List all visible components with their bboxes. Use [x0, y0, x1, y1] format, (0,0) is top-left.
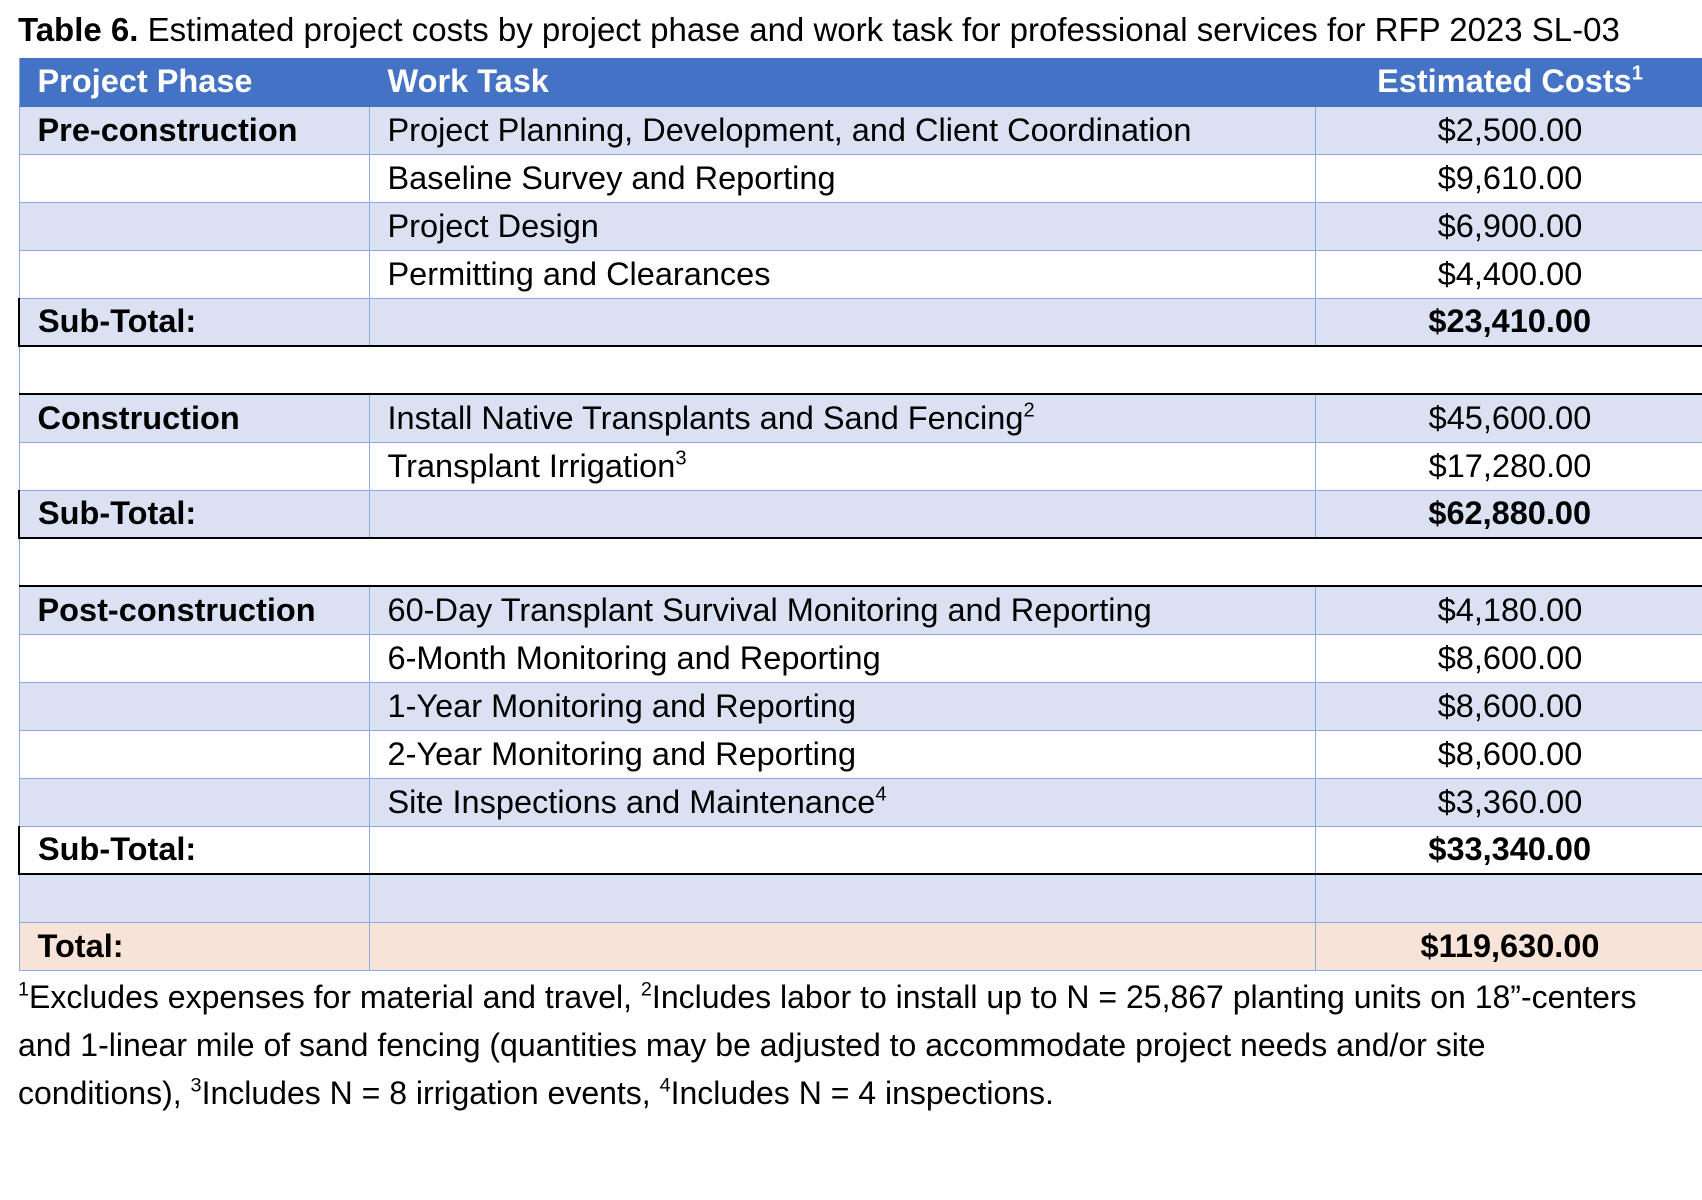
caption-text: Estimated project costs by project phase and work task for professional services for RFP 2023 SL-03 — [138, 11, 1620, 48]
cost-cell: $8,600.00 — [1315, 634, 1702, 682]
table-row — [19, 154, 1702, 202]
phase-label: Construction — [19, 394, 369, 442]
footnote-marker: 1 — [18, 978, 30, 1001]
footnote-marker: 2 — [640, 978, 652, 1001]
subtotal-empty-cell — [369, 490, 1315, 538]
table-header-row — [19, 58, 1702, 106]
footnote-marker: 4 — [659, 1074, 671, 1097]
phase-label: Post-construction — [19, 586, 369, 634]
work-task-text: Transplant Irrigation — [387, 447, 676, 484]
phase-cell — [19, 154, 369, 202]
subtotal-row — [19, 298, 1702, 346]
cost-cell: $2,500.00 — [1315, 106, 1702, 154]
table-row — [19, 682, 1702, 730]
phase-label: Pre-construction — [19, 106, 369, 154]
spacer-cell — [19, 874, 369, 922]
subtotal-label: Sub-Total: — [19, 490, 369, 538]
cost-cell: $8,600.00 — [1315, 730, 1702, 778]
cost-cell: $3,360.00 — [1315, 778, 1702, 826]
work-task-cell: Project Planning, Development, and Client Coordination — [369, 106, 1315, 154]
table-caption — [18, 6, 1658, 54]
subtotal-row — [19, 490, 1702, 538]
spacer-cell — [19, 346, 1702, 394]
work-task-cell: 2-Year Monitoring and Reporting — [369, 730, 1315, 778]
caption-label: Table 6. — [18, 11, 139, 48]
footnote-marker: 3 — [675, 447, 687, 470]
table-row — [19, 586, 1702, 634]
total-empty-cell — [369, 922, 1315, 970]
spacer-row — [19, 346, 1702, 394]
cost-table — [18, 58, 1702, 971]
subtotal-value: $23,410.00 — [1315, 298, 1702, 346]
footnote-marker: 3 — [190, 1074, 202, 1097]
work-task-cell: 6-Month Monitoring and Reporting — [369, 634, 1315, 682]
work-task-text: Install Native Transplants and Sand Fencing — [387, 399, 1024, 436]
footnote-text: Includes N = 8 irrigation events, — [201, 1074, 660, 1111]
work-task-cell: Project Design — [369, 202, 1315, 250]
phase-cell — [19, 778, 369, 826]
work-task-cell — [369, 394, 1315, 442]
phase-cell — [19, 682, 369, 730]
subtotal-empty-cell — [369, 298, 1315, 346]
work-task-cell: Permitting and Clearances — [369, 250, 1315, 298]
footnote-marker: 2 — [1023, 399, 1035, 422]
footnote-marker: 1 — [1631, 62, 1643, 85]
work-task-cell: Baseline Survey and Reporting — [369, 154, 1315, 202]
table-row — [19, 778, 1702, 826]
cost-cell: $8,600.00 — [1315, 682, 1702, 730]
cost-cell: $9,610.00 — [1315, 154, 1702, 202]
subtotal-value: $62,880.00 — [1315, 490, 1702, 538]
subtotal-row — [19, 826, 1702, 874]
header-estimated-costs-label: Estimated Costs — [1377, 63, 1632, 100]
work-task-text: Site Inspections and Maintenance — [387, 783, 876, 820]
phase-cell — [19, 634, 369, 682]
cost-cell: $4,400.00 — [1315, 250, 1702, 298]
footnote-text: Includes labor to install up to N = 25,867 planting units on 18”-centers and 1-linear mile of sand fencing (quantities may be adjusted to accommodate project needs and/or site conditions), — [18, 978, 1637, 1111]
cost-cell: $6,900.00 — [1315, 202, 1702, 250]
table-row — [19, 202, 1702, 250]
spacer-cell — [369, 874, 1315, 922]
spacer-row — [19, 874, 1702, 922]
phase-cell — [19, 442, 369, 490]
work-task-cell — [369, 778, 1315, 826]
header-project-phase: Project Phase — [19, 58, 369, 106]
work-task-cell: 60-Day Transplant Survival Monitoring and Reporting — [369, 586, 1315, 634]
header-estimated-costs — [1315, 58, 1702, 106]
cost-cell: $17,280.00 — [1315, 442, 1702, 490]
table-footnote — [18, 973, 1658, 1117]
phase-cell — [19, 250, 369, 298]
table-row — [19, 634, 1702, 682]
table-row — [19, 730, 1702, 778]
subtotal-value: $33,340.00 — [1315, 826, 1702, 874]
spacer-cell — [19, 538, 1702, 586]
spacer-cell — [1315, 874, 1702, 922]
spacer-row — [19, 538, 1702, 586]
subtotal-empty-cell — [369, 826, 1315, 874]
phase-cell — [19, 730, 369, 778]
work-task-cell: 1-Year Monitoring and Reporting — [369, 682, 1315, 730]
subtotal-label: Sub-Total: — [19, 826, 369, 874]
table-row — [19, 394, 1702, 442]
cost-cell: $4,180.00 — [1315, 586, 1702, 634]
table-row — [19, 250, 1702, 298]
table-row — [19, 442, 1702, 490]
cost-cell: $45,600.00 — [1315, 394, 1702, 442]
total-value: $119,630.00 — [1315, 922, 1702, 970]
total-label: Total: — [19, 922, 369, 970]
header-work-task: Work Task — [369, 58, 1315, 106]
table-row — [19, 106, 1702, 154]
total-row — [19, 922, 1702, 970]
footnote-text: Includes N = 4 inspections. — [670, 1074, 1054, 1111]
footnote-marker: 4 — [875, 783, 887, 806]
work-task-cell — [369, 442, 1315, 490]
phase-cell — [19, 202, 369, 250]
footnote-text: Excludes expenses for material and travel, — [29, 978, 641, 1015]
subtotal-label: Sub-Total: — [19, 298, 369, 346]
